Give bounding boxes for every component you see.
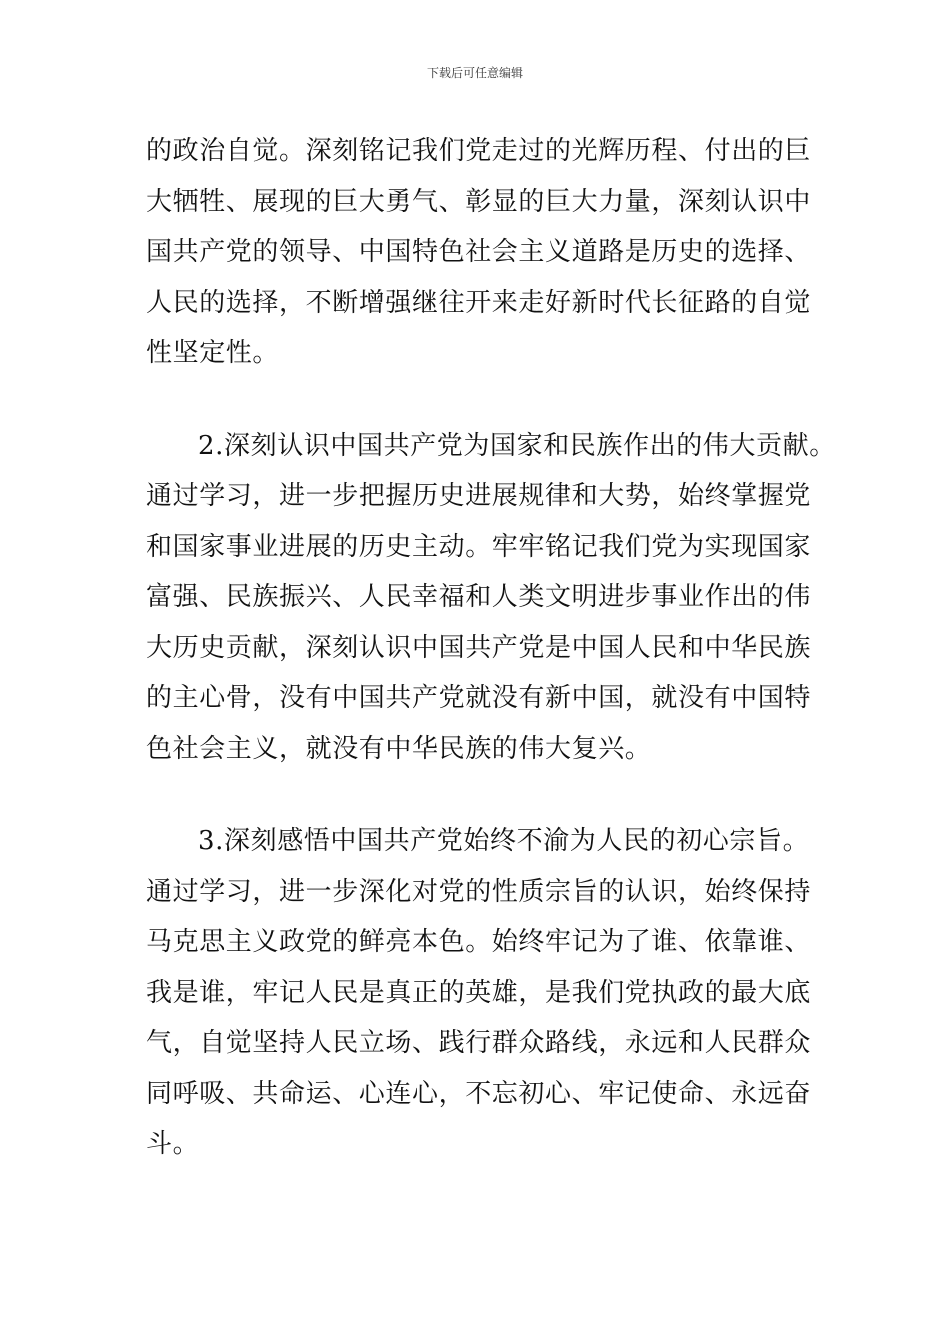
paragraph-spacer xyxy=(146,379,826,421)
item-heading: 3.深刻感悟中国共产党始终不渝为人民的初心宗旨。 xyxy=(198,826,810,856)
text-line: 同呼吸、共命运、心连心，不忘初心、牢记使命、永远奋 xyxy=(146,1078,812,1109)
page-header: 下载后可任意编辑 xyxy=(426,66,523,80)
text-line: 大牺牲、展现的巨大勇气、彰显的巨大力量，深刻认识中 xyxy=(146,186,812,217)
text-line: 气，自觉坚持人民立场、践行群众路线，永远和人民群众 xyxy=(146,1028,812,1058)
text-line: 国共产党的领导、中国特色社会主义道路是历史的选择、 xyxy=(146,237,812,267)
text-line: 色社会主义，就没有中华民族的伟大复兴。 xyxy=(146,733,652,764)
text-line: 性坚定性。 xyxy=(146,338,280,368)
text-line: 的政治自觉。深刻铭记我们党走过的光辉历程、付出的巨 xyxy=(146,136,812,166)
item-heading: 2.深刻认识中国共产党为国家和民族作出的伟大贡献。 xyxy=(198,430,836,461)
text-line: 通过学习，进一步把握历史进展规律和大势，始终掌握党 xyxy=(146,481,812,511)
text-line: 人民的选择，不断增强继往开来走好新时代长征路的自觉 xyxy=(146,287,812,318)
text-line: 马克思主义政党的鲜亮本色。始终牢记为了谁、依靠谁、 xyxy=(146,927,812,957)
paragraph-item-3 xyxy=(146,816,826,1170)
text-line: 富强、民族振兴、人民幸福和人类文明进步事业作出的伟 xyxy=(146,582,812,612)
paragraph-continuation xyxy=(146,126,826,379)
text-line: 斗。 xyxy=(146,1129,200,1159)
text-line: 我是谁，牢记人民是真正的英雄，是我们党执政的最大底 xyxy=(146,977,812,1008)
text-line: 的主心骨，没有中国共产党就没有新中国，就没有中国特 xyxy=(146,683,812,713)
document-body xyxy=(146,126,836,1170)
text-line: 大历史贡献，深刻认识中国共产党是中国人民和中华民族 xyxy=(146,632,812,663)
text-line: 通过学习，进一步深化对党的性质宗旨的认识，始终保持 xyxy=(146,876,812,907)
paragraph-item-2 xyxy=(146,421,836,775)
text-line: 和国家事业进展的历史主动。牢牢铭记我们党为实现国家 xyxy=(146,531,812,562)
paragraph-spacer xyxy=(146,774,826,816)
